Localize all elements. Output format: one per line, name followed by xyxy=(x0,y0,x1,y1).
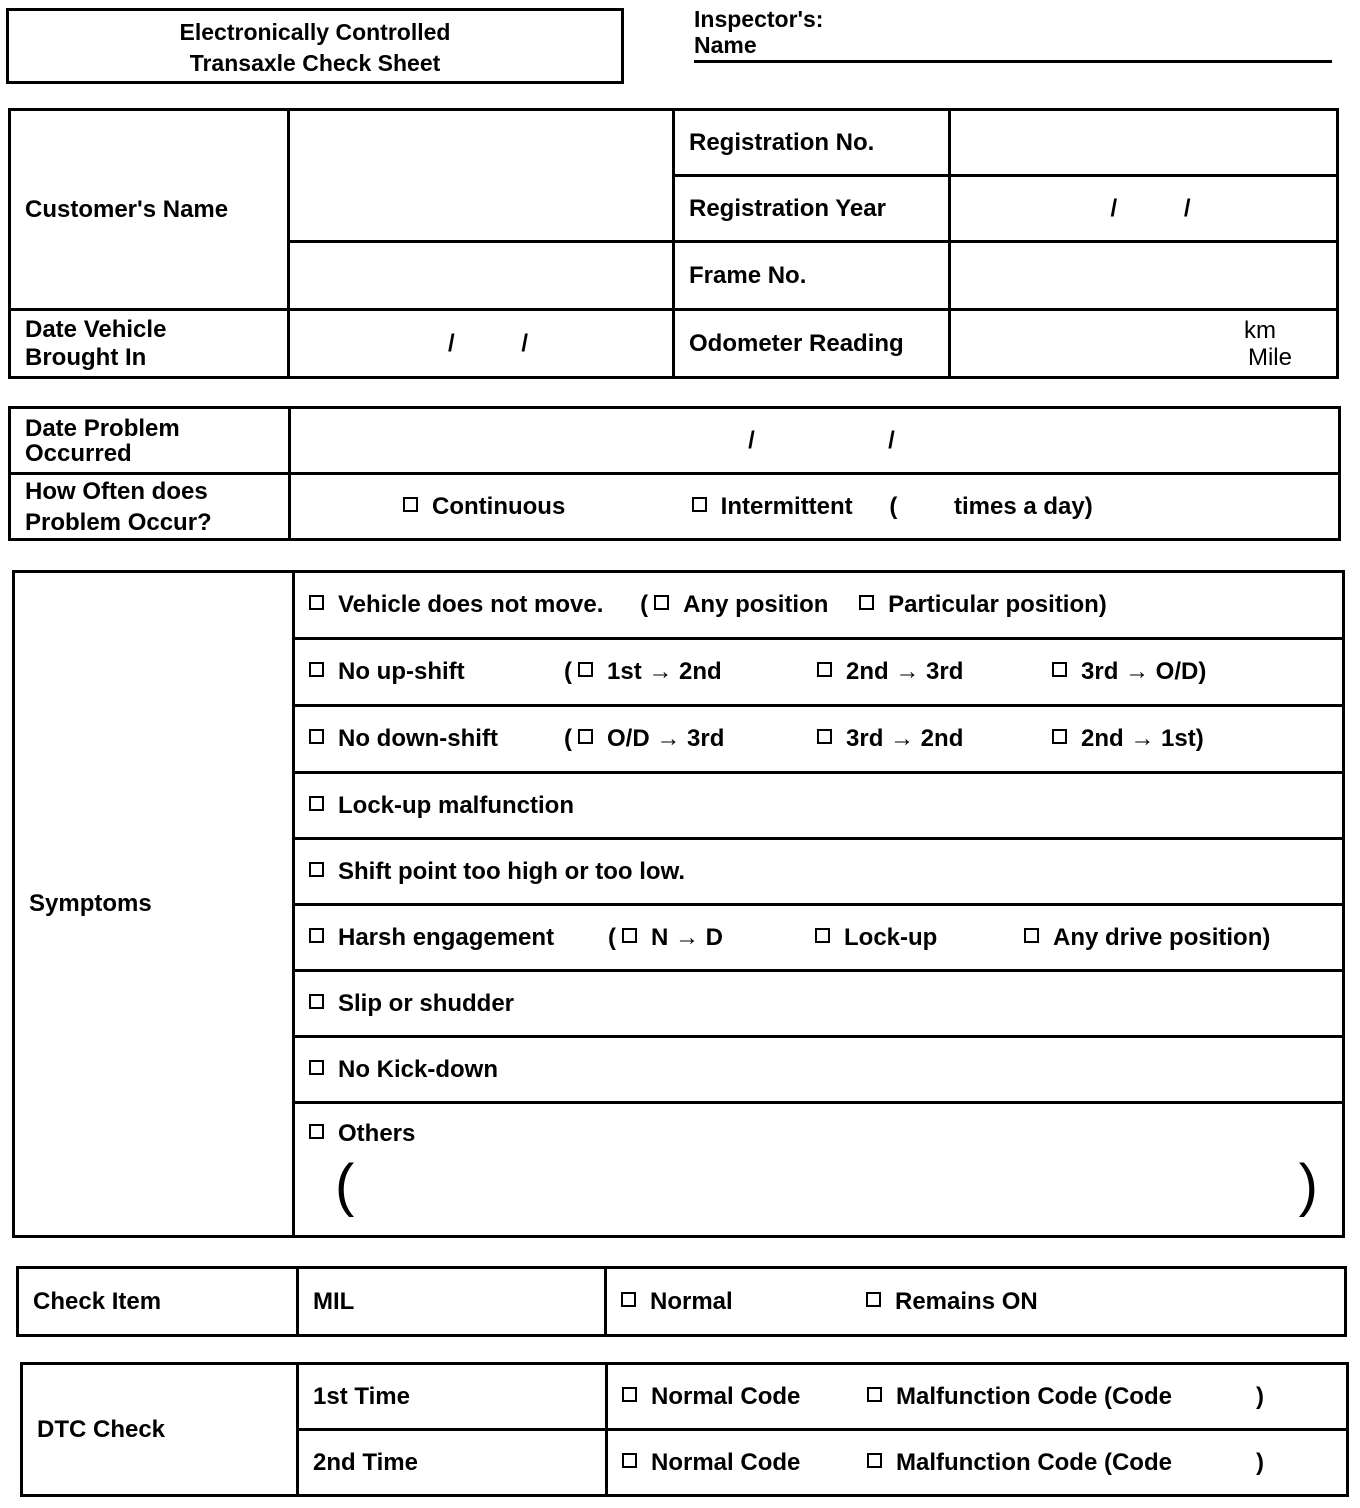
mil-remains-on-option[interactable]: Remains ON xyxy=(866,1288,1038,1315)
form-title-line2: Transaxle Check Sheet xyxy=(189,50,441,76)
frequency-options: Continuous Intermittent ( times a day) xyxy=(290,474,1340,540)
no-move-checkbox[interactable] xyxy=(309,595,324,610)
date-problem-field[interactable]: / / xyxy=(290,408,1340,474)
registration-no-label: Registration No. xyxy=(674,110,950,176)
dtc-first-time-label: 1st Time xyxy=(298,1364,607,1430)
symptom-lockup: Lock-up malfunction xyxy=(294,773,1344,839)
intermittent-option[interactable]: Intermittent xyxy=(692,493,853,521)
date-brought-field[interactable]: / / xyxy=(289,310,674,378)
problem-table xyxy=(8,406,1341,541)
others-checkbox[interactable] xyxy=(309,1124,324,1139)
lockup-malfunction-checkbox[interactable] xyxy=(309,796,324,811)
customer-address-field[interactable] xyxy=(289,242,674,310)
symptom-kickdown: No Kick-down xyxy=(294,1037,1344,1103)
frequency-label: How Often does Problem Occur? xyxy=(10,474,290,540)
odometer-field[interactable] xyxy=(950,310,1338,378)
odometer-label: Odometer Reading xyxy=(674,310,950,378)
no-kickdown-checkbox[interactable] xyxy=(309,1060,324,1075)
symptom-shift-point: Shift point too high or too low. xyxy=(294,839,1344,905)
continuous-checkbox[interactable] xyxy=(403,497,418,512)
inspector-name-label: Inspector's: Name xyxy=(694,6,824,58)
check-item-table xyxy=(16,1266,1347,1337)
harsh-engagement-checkbox[interactable] xyxy=(309,928,324,943)
no-downshift-checkbox[interactable] xyxy=(309,729,324,744)
date-brought-label: Date Vehicle Brought In xyxy=(10,310,289,378)
harsh-any-position-checkbox[interactable] xyxy=(1024,928,1039,943)
registration-no-field[interactable] xyxy=(950,110,1338,176)
upshift-2-3-checkbox[interactable] xyxy=(817,662,832,677)
symptom-no-downshift: No down-shift ( O/D → 3rd 3rd → 2nd 2nd → 1st) xyxy=(294,706,1344,773)
mil-options xyxy=(606,1268,1346,1336)
slip-checkbox[interactable] xyxy=(309,994,324,1009)
dtc-second-time-label: 2nd Time xyxy=(298,1430,607,1496)
symptoms-label: Symptoms xyxy=(14,572,294,1237)
upshift-3-od-checkbox[interactable] xyxy=(1052,662,1067,677)
date-problem-label: Date Problem Occurred xyxy=(10,408,290,474)
continuous-option[interactable]: Continuous xyxy=(403,493,685,521)
check-item-label: Check Item xyxy=(18,1268,298,1336)
symptom-harsh: Harsh engagement ( N → D Lock-up Any drive position) xyxy=(294,905,1344,971)
dtc-check-label: DTC Check xyxy=(22,1364,298,1496)
symptom-slip: Slip or shudder xyxy=(294,971,1344,1037)
inspector-name-field[interactable] xyxy=(694,60,1332,63)
times-a-day-label: times a day) xyxy=(954,492,1093,520)
check-item-mil: MIL xyxy=(298,1268,606,1336)
no-upshift-checkbox[interactable] xyxy=(309,662,324,677)
dtc-second-options: Normal Code Malfunction Code (Code ) xyxy=(607,1430,1348,1496)
upshift-1-2-checkbox[interactable] xyxy=(578,662,593,677)
dtc1-malfunction-checkbox[interactable] xyxy=(867,1387,882,1402)
mil-normal-option[interactable]: Normal xyxy=(621,1288,866,1316)
form-title xyxy=(6,8,624,84)
harsh-n-d-checkbox[interactable] xyxy=(622,928,637,943)
registration-year-label: Registration Year xyxy=(674,176,950,242)
shift-point-checkbox[interactable] xyxy=(309,862,324,877)
customer-name-label: Customer's Name xyxy=(10,110,289,310)
mil-normal-checkbox[interactable] xyxy=(621,1292,636,1307)
harsh-lockup-checkbox[interactable] xyxy=(815,928,830,943)
downshift-2-1-checkbox[interactable] xyxy=(1052,729,1067,744)
customer-name-field[interactable] xyxy=(289,110,674,242)
any-position-checkbox[interactable] xyxy=(654,595,669,610)
others-detail-field[interactable] xyxy=(365,1162,1292,1218)
odometer-unit-km: km xyxy=(1244,316,1276,344)
dtc2-malfunction-checkbox[interactable] xyxy=(867,1453,882,1468)
downshift-3-2-checkbox[interactable] xyxy=(817,729,832,744)
mil-remains-on-checkbox[interactable] xyxy=(866,1292,881,1307)
dtc-table xyxy=(20,1362,1349,1497)
symptom-no-upshift: No up-shift ( 1st → 2nd 2nd → 3rd 3rd → O/D) xyxy=(294,639,1344,706)
dtc-first-options: Normal Code Malfunction Code (Code ) xyxy=(607,1364,1348,1430)
frame-no-field[interactable] xyxy=(950,242,1338,310)
symptom-no-move: Vehicle does not move. ( Any position Particular position) xyxy=(294,572,1344,639)
particular-position-checkbox[interactable] xyxy=(859,595,874,610)
downshift-od-3-checkbox[interactable] xyxy=(578,729,593,744)
symptoms-table xyxy=(12,570,1345,1238)
odometer-unit-mile: Mile xyxy=(1247,343,1292,371)
symptom-others: Others ( ) xyxy=(294,1103,1344,1237)
vehicle-info-table xyxy=(8,108,1339,379)
form-title-line1: Electronically Controlled xyxy=(179,19,451,45)
dtc1-normal-checkbox[interactable] xyxy=(622,1387,637,1402)
intermittent-checkbox[interactable] xyxy=(692,497,707,512)
registration-year-field[interactable]: / / xyxy=(950,176,1338,242)
frame-no-label: Frame No. xyxy=(674,242,950,310)
dtc2-normal-checkbox[interactable] xyxy=(622,1453,637,1468)
